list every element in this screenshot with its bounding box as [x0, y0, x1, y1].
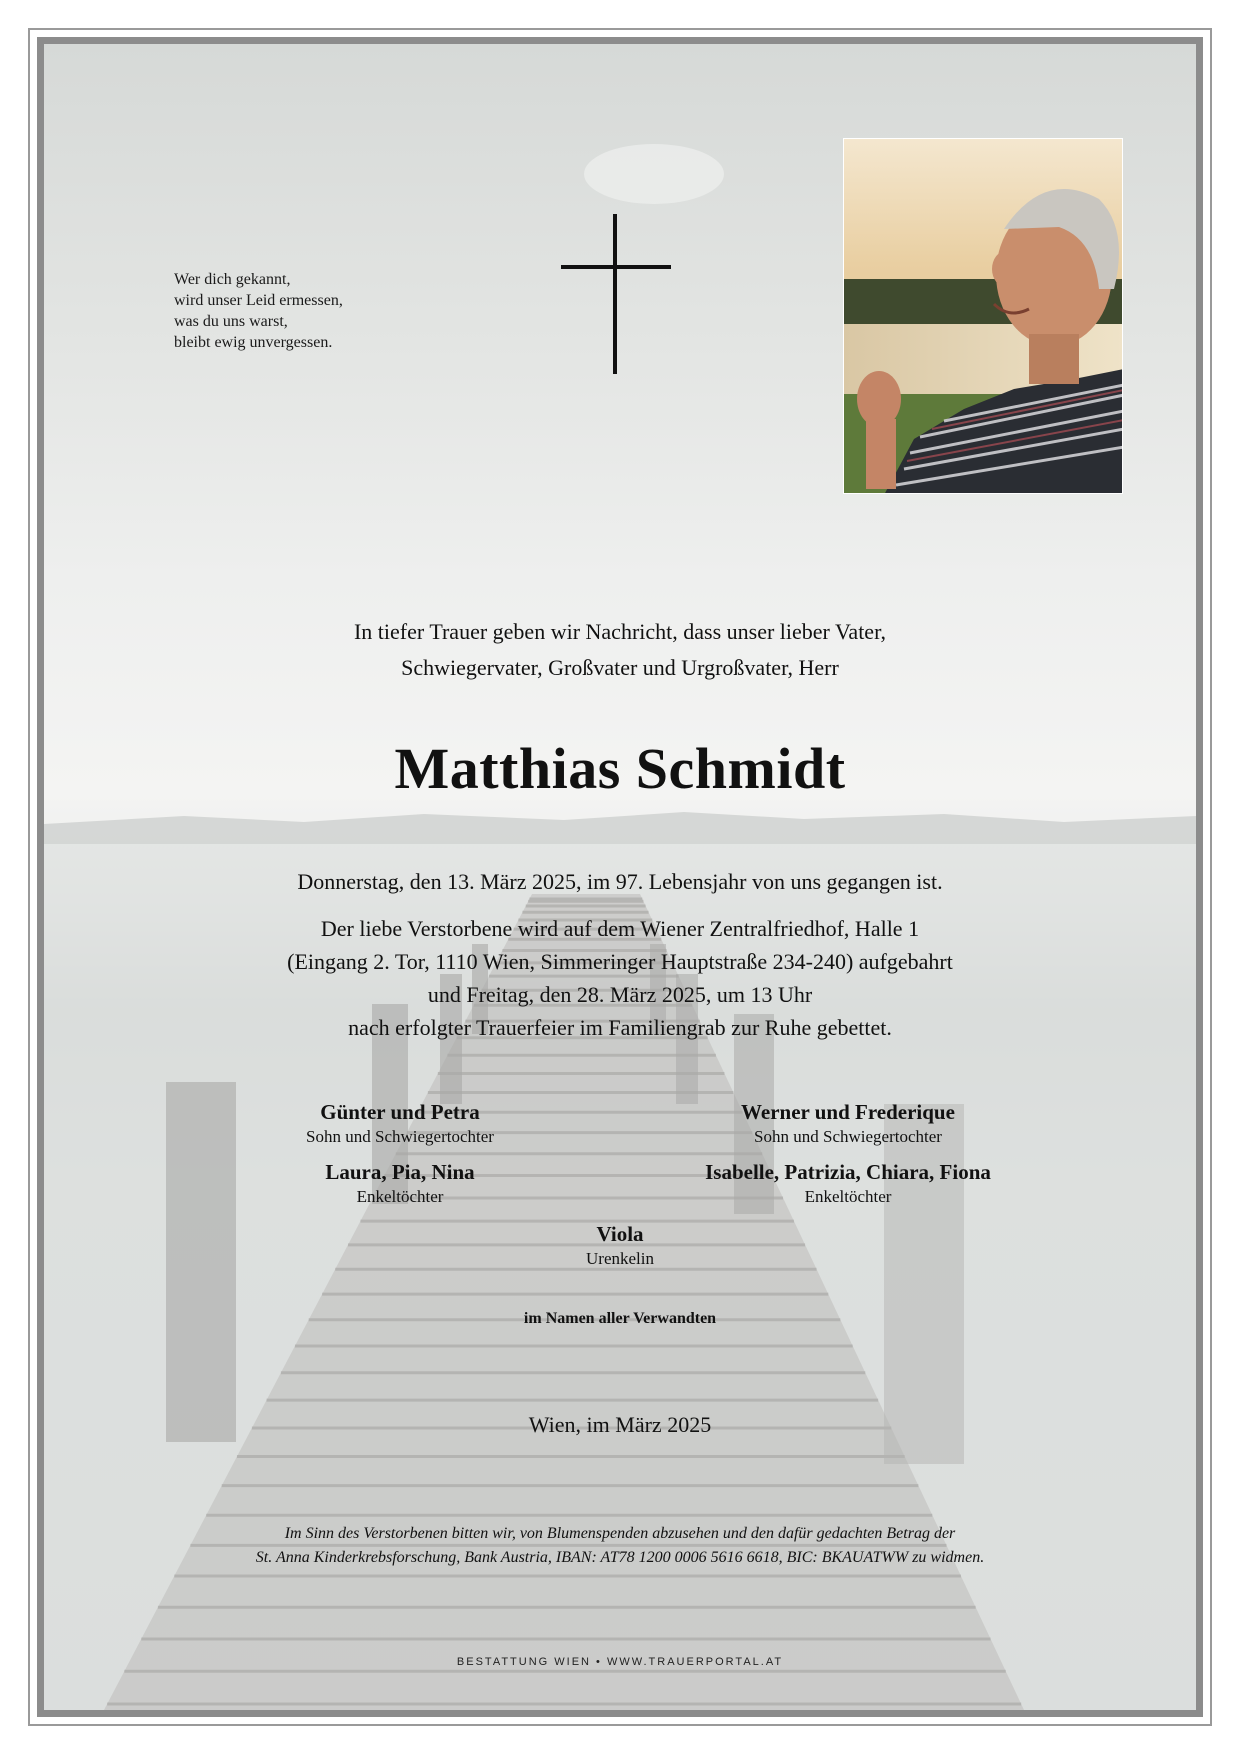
footer-publisher: BESTATTUNG WIEN • WWW.TRAUERPORTAL.AT	[456, 1656, 784, 1668]
burial-line: (Eingang 2. Tor, 1110 Wien, Simmeringer Hauptstraße 234-240) aufgebahrt	[287, 949, 953, 974]
mourner-name: Laura, Pia, Nina	[325, 1160, 475, 1184]
on-behalf-line: im Namen aller Verwandten	[523, 1310, 717, 1327]
place-date: Wien, im März 2025	[528, 1412, 712, 1437]
donation-line: Im Sinn des Verstorbenen bitten wir, von Blumenspenden abzusehen und den dafür gedachten Betrag der	[284, 1525, 956, 1542]
burial-details	[44, 912, 1196, 1044]
portrait-photo	[843, 138, 1123, 494]
inner-border	[37, 37, 1203, 1717]
mourner-name: Viola	[596, 1222, 644, 1246]
announcement-intro	[44, 614, 1196, 686]
donation-notice	[44, 1522, 1196, 1570]
verse-line: wird unser Leid ermessen,	[174, 292, 343, 309]
intro-line: In tiefer Trauer geben wir Nachricht, dass unser lieber Vater,	[353, 619, 887, 644]
mourner-entry	[648, 1098, 1048, 1148]
mourner-relation: Enkeltöchter	[804, 1187, 892, 1206]
mourner-relation: Urenkelin	[586, 1249, 654, 1268]
mourner-relation: Enkeltöchter	[356, 1187, 444, 1206]
mourner-name: Werner und Frederique	[741, 1100, 955, 1124]
mourner-relation: Sohn und Schwiegertochter	[754, 1127, 942, 1146]
verse-line: bleibt ewig unvergessen.	[174, 334, 333, 351]
verse-line: was du uns warst,	[174, 313, 288, 330]
donation-line: St. Anna Kinderkrebsforschung, Bank Austria, IBAN: AT78 1200 0006 5616 6618, BIC: BKAUATWW zu widmen.	[255, 1549, 985, 1566]
mourner-entry	[420, 1220, 820, 1270]
verse-line: Wer dich gekannt,	[174, 271, 291, 288]
memorial-verse	[174, 269, 343, 353]
latin-cross-icon	[561, 214, 671, 374]
mourner-name: Isabelle, Patrizia, Chiara, Fiona	[705, 1160, 991, 1184]
burial-line: und Freitag, den 28. März 2025, um 13 Uhr	[427, 982, 813, 1007]
mourner-relation: Sohn und Schwiegertochter	[306, 1127, 494, 1146]
mourner-entry	[200, 1098, 600, 1148]
intro-line: Schwiegervater, Großvater und Urgroßvater, Herr	[401, 655, 839, 680]
deceased-name: Matthias Schmidt	[394, 736, 846, 801]
mourner-entry	[648, 1158, 1048, 1208]
mourner-name: Günter und Petra	[320, 1100, 480, 1124]
burial-line: Der liebe Verstorbene wird auf dem Wiener Zentralfriedhof, Halle 1	[320, 916, 920, 941]
burial-line: nach erfolgter Trauerfeier im Familiengrab zur Ruhe gebettet.	[348, 1015, 892, 1040]
mourner-entry	[200, 1158, 600, 1208]
death-date-line: Donnerstag, den 13. März 2025, im 97. Lebensjahr von uns gegangen ist.	[297, 869, 943, 894]
